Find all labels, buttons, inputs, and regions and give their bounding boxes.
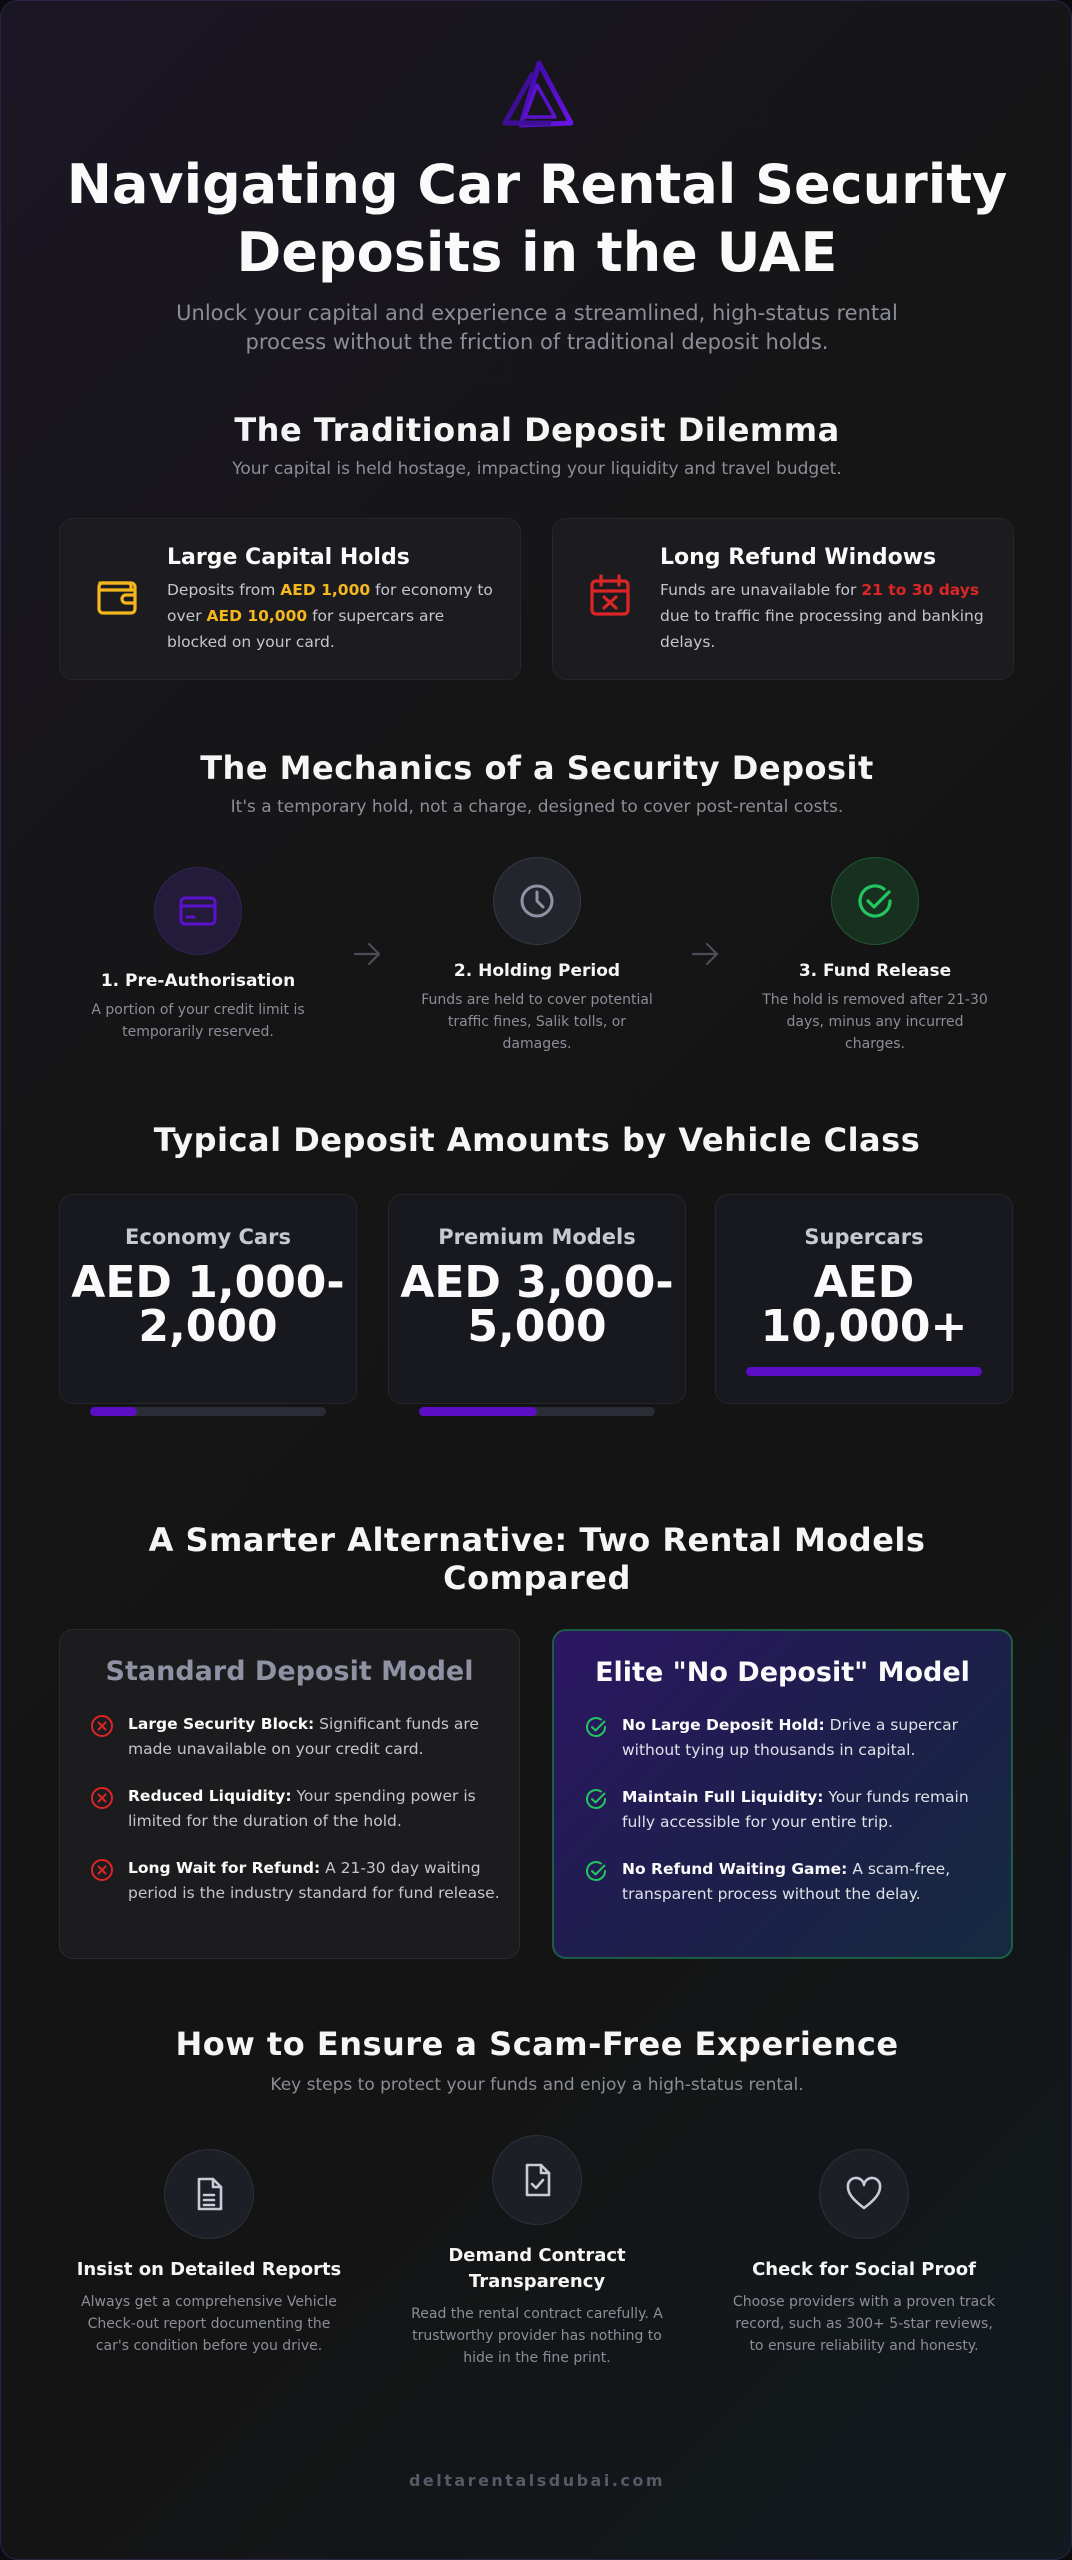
deposit-level-track [746,1367,982,1376]
refund-windows-text: Funds are unavailable for 21 to 30 days due to traffic fine processing and banking delays. [660,581,984,651]
comparison-title: A Smarter Alternative: Two Rental Models Compared [148,1521,926,1597]
tips-title: How to Ensure a Scam-Free Experience [175,2025,899,2063]
price-card-premium [388,1194,686,1404]
x-circle-icon [90,1858,114,1882]
mechanics-title: The Mechanics of a Security Deposit [200,749,874,787]
x-circle-icon [90,1786,114,1810]
dilemma-subtitle: Your capital is held hostage, impacting your liquidity and travel budget. [232,459,842,479]
step-icon-circle [154,867,242,955]
tip-contract-transparency [392,2135,682,2369]
footer-domain: deltarentalsdubai.com [408,2471,666,2490]
deposit-level-fill [419,1407,537,1416]
delta-logo-icon [499,59,575,129]
tip-text: Always get a comprehensive Vehicle Check-out report documenting the car's condition before you drive. [81,2294,337,2354]
page-title: Navigating Car Rental Security Deposits in the UAE [66,153,1008,284]
step-fund-release [745,857,1005,1055]
standard-item: Long Wait for Refund: A 21-30 day waiting period is the industry standard for fund release. [90,1856,500,1906]
tip-social-proof [719,2149,1009,2357]
deposit-level-track [90,1407,326,1416]
tip-detailed-reports [64,2149,354,2357]
dilemma-title: The Traditional Deposit Dilemma [234,411,840,449]
deposits-title: Typical Deposit Amounts by Vehicle Class [153,1121,921,1159]
x-circle-icon [90,1714,114,1738]
tip-text: Read the rental contract carefully. A trustworthy provider has nothing to hide in the fine print. [411,2306,663,2366]
step-title: 3. Fund Release [798,961,952,981]
tip-title: Insist on Detailed Reports [76,2259,342,2280]
supercar-deposit-highlight: AED 10,000 [206,607,308,625]
standard-model-card [59,1629,520,1959]
vehicle-class-label: Supercars [804,1225,924,1249]
step-text: Funds are held to cover potential traffic fines, Salik tolls, or damages. [421,992,653,1052]
elite-item: No Refund Waiting Game: A scam-free, transparent process without the delay. [584,1857,994,1907]
vehicle-class-label: Premium Models [438,1225,636,1249]
tip-title: Check for Social Proof [752,2259,976,2280]
check-circle-icon [584,1715,608,1739]
refund-windows-title: Long Refund Windows [660,545,937,570]
economy-deposit-highlight: AED 1,000 [280,581,371,599]
tip-icon-circle [819,2149,909,2239]
refund-days-highlight: 21 to 30 days [861,581,980,599]
credit-card-icon [176,889,220,933]
deposit-level-fill [90,1407,137,1416]
document-check-icon [517,2160,557,2200]
deposit-amount: AED 10,000+ [760,1257,968,1352]
step-holding-period [407,857,667,1055]
capital-holds-text: Deposits from AED 1,000 for economy to over AED 10,000 for supercars are blocked on your card. [167,581,493,651]
calendar-x-icon [585,571,635,621]
clock-icon [515,879,559,923]
elite-model-title: Elite "No Deposit" Model [595,1657,970,1688]
step-icon-circle [831,857,919,945]
price-card-supercars [715,1194,1013,1404]
check-circle-icon [584,1859,608,1883]
tip-icon-circle [492,2135,582,2225]
step-text: The hold is removed after 21-30 days, minus any incurred charges. [762,992,988,1052]
deposit-amount: AED 1,000-2,000 [71,1257,345,1352]
tip-icon-circle [164,2149,254,2239]
heart-icon [844,2174,884,2214]
standard-item: Reduced Liquidity: Your spending power is limited for the duration of the hold. [90,1784,500,1834]
arrow-right-icon [353,941,383,967]
capital-holds-title: Large Capital Holds [167,545,410,570]
step-text: A portion of your credit limit is temporarily reserved. [91,1002,305,1040]
document-icon [189,2174,229,2214]
elite-model-card [552,1629,1013,1959]
wallet-icon [92,571,142,621]
deposit-level-fill [746,1367,982,1376]
deposit-level-track [419,1407,655,1416]
step-title: 2. Holding Period [453,961,621,981]
refund-windows-card [552,518,1014,680]
deposit-amount: AED 3,000-5,000 [400,1257,674,1352]
page-subtitle: Unlock your capital and experience a streamlined, high-status rental process without the friction of traditional deposit holds. [176,301,898,354]
elite-item: No Large Deposit Hold: Drive a supercar without tying up thousands in capital. [584,1713,994,1763]
tips-subtitle: Key steps to protect your funds and enjoy a high-status rental. [270,2075,804,2095]
step-title: 1. Pre-Authorisation [100,971,296,991]
check-circle-icon [584,1787,608,1811]
vehicle-class-label: Economy Cars [125,1225,291,1249]
standard-model-title: Standard Deposit Model [105,1656,474,1687]
tip-title: Demand Contract Transparency [448,2245,626,2292]
elite-item: Maintain Full Liquidity: Your funds remain fully accessible for your entire trip. [584,1785,994,1835]
check-circle-icon [853,879,897,923]
mechanics-subtitle: It's a temporary hold, not a charge, designed to cover post-rental costs. [230,797,844,817]
price-card-economy [59,1194,357,1404]
capital-holds-card [59,518,521,680]
standard-item: Large Security Block: Significant funds are made unavailable on your credit card. [90,1712,500,1762]
tip-text: Choose providers with a proven track record, such as 300+ 5-star reviews, to ensure reliability and honesty. [732,2294,996,2354]
step-pre-authorisation [68,867,328,1043]
arrow-right-icon [691,941,721,967]
step-icon-circle [493,857,581,945]
